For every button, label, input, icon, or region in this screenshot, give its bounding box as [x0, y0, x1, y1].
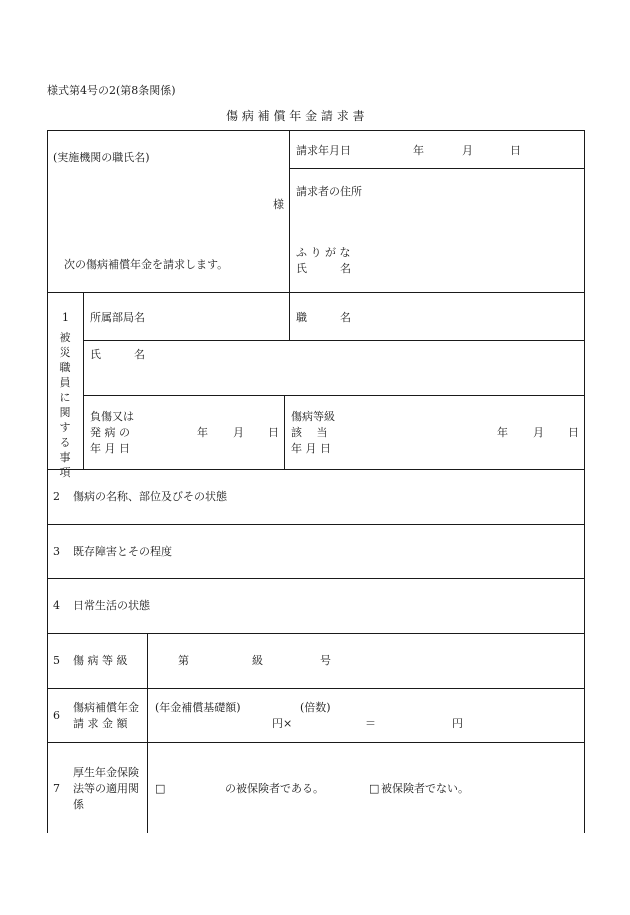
divider: [289, 130, 290, 340]
injury-date-label-3: 年 月 日: [90, 442, 130, 455]
injury-date-month: 月: [233, 426, 244, 439]
request-statement: 次の傷病補償年金を請求します。: [64, 258, 229, 271]
grade-date-year: 年: [497, 426, 508, 439]
section7-label-2: 法等の適用関: [73, 782, 139, 795]
vertical-char: す: [59, 421, 71, 434]
table-border-right: [584, 130, 585, 833]
divider: [47, 292, 585, 293]
divider: [289, 168, 585, 169]
table-border-top: [47, 130, 585, 131]
section4-number: 4: [53, 599, 60, 612]
vertical-char: 事: [59, 451, 71, 464]
request-date-month: 月: [462, 144, 473, 157]
vertical-char: 関: [59, 406, 71, 419]
agency-label: (実施機関の職氏名): [53, 151, 150, 164]
section7-label-3: 係: [73, 798, 84, 811]
multiplier-label: (倍数): [300, 701, 331, 714]
section5-label: 傷 病 等 級: [73, 654, 128, 667]
request-date-label: 請求年月日: [296, 144, 351, 157]
section6-number: 6: [53, 709, 60, 722]
section6-label-1: 傷病補償年金: [73, 701, 139, 714]
divider: [47, 633, 585, 634]
department-label: 所属部局名: [90, 311, 145, 324]
furigana-label: ふ り が な: [296, 246, 351, 259]
address-label: 請求者の住所: [296, 185, 362, 198]
yen-unit: 円: [452, 717, 463, 730]
vertical-char: 被: [59, 331, 71, 344]
grade-dai: 第: [178, 654, 189, 667]
section7-number: 7: [53, 782, 60, 795]
section2-number: 2: [53, 490, 60, 503]
grade-go: 号: [320, 654, 331, 667]
insured-checkbox[interactable]: □: [155, 782, 166, 795]
vertical-char: 職: [59, 361, 71, 374]
divider: [47, 742, 585, 743]
employee-name-label: 氏 名: [90, 348, 145, 361]
divider: [47, 688, 585, 689]
grade-date-month: 月: [533, 426, 544, 439]
section3-number: 3: [53, 545, 60, 558]
section5-number: 5: [53, 654, 60, 667]
section7-label-1: 厚生年金保険: [73, 766, 139, 779]
table-border-left: [47, 130, 48, 833]
injury-date-label-1: 負傷又は: [90, 410, 134, 423]
insured-text: の被保険者である。: [225, 782, 324, 795]
section1-vertical-heading: [58, 330, 72, 480]
not-insured-checkbox[interactable]: □: [369, 782, 380, 795]
divider: [83, 340, 585, 341]
section4-label: 日常生活の状態: [73, 599, 150, 612]
equals-sign: ＝: [365, 717, 376, 730]
honorific: 様: [273, 198, 284, 211]
grade-date-label-3: 年 月 日: [291, 442, 331, 455]
grade-date-day: 日: [568, 426, 579, 439]
vertical-char: る: [59, 436, 71, 449]
request-date-year: 年: [413, 144, 424, 157]
injury-date-day: 日: [268, 426, 279, 439]
yen-times: 円×: [272, 717, 293, 730]
section3-label: 既存障害とその程度: [73, 545, 172, 558]
injury-date-year: 年: [197, 426, 208, 439]
divider: [47, 578, 585, 579]
grade-kyu: 級: [252, 654, 263, 667]
divider: [284, 395, 285, 469]
divider: [83, 292, 84, 469]
vertical-char: 員: [59, 376, 71, 389]
request-date-day: 日: [510, 144, 521, 157]
section1-number: 1: [62, 311, 69, 324]
injury-date-label-2: 発 病 の: [90, 426, 130, 439]
vertical-char: 項: [59, 466, 71, 479]
section6-label-2: 請 求 金 額: [73, 717, 128, 730]
claimant-name-label: 氏 名: [296, 262, 351, 275]
form-number: 様式第4号の2(第8条関係): [47, 84, 176, 97]
base-amount-label: (年金補償基礎額): [155, 701, 241, 714]
vertical-char: 災: [59, 346, 71, 359]
divider: [47, 469, 585, 470]
divider: [147, 633, 148, 833]
form-title: 傷 病 補 償 年 金 請 求 書: [226, 109, 365, 123]
vertical-char: に: [59, 391, 71, 404]
position-label: 職 名: [296, 311, 351, 324]
grade-date-label-1: 傷病等級: [291, 410, 335, 423]
not-insured-text: 被保険者でない。: [381, 782, 469, 795]
divider: [83, 395, 585, 396]
section2-label: 傷病の名称、部位及びその状態: [73, 490, 227, 503]
grade-date-label-2: 該 当: [291, 426, 328, 439]
divider: [47, 524, 585, 525]
